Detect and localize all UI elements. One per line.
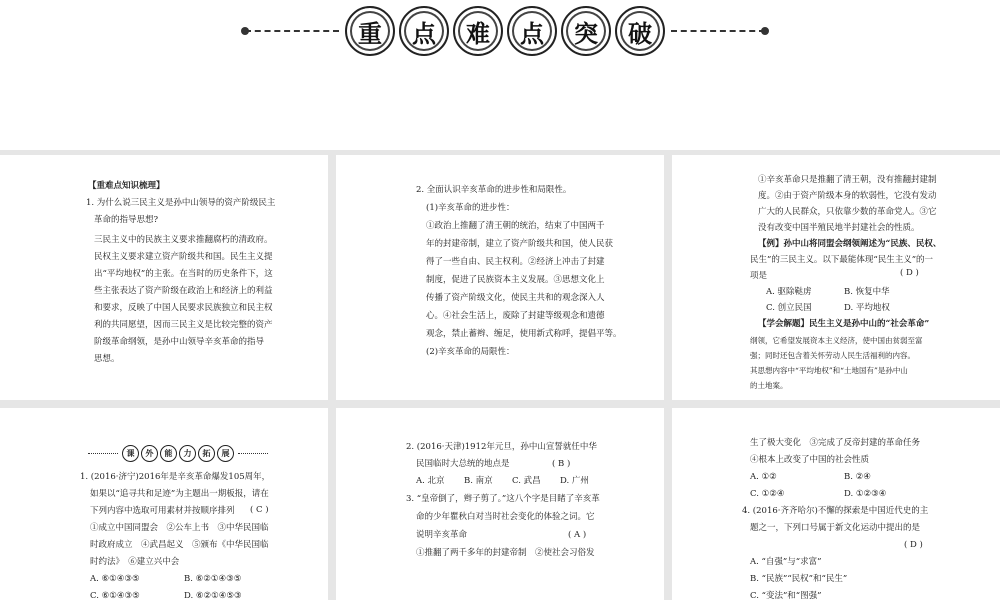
- answer-text: ①政治上推翻了清王朝的统治，结束了中国两千: [426, 221, 605, 231]
- slide-panel-5[interactable]: [336, 408, 664, 600]
- answer-mark: ( B ): [552, 459, 571, 469]
- answer-text: 些主张表达了资产阶级在政治上和经济上的利益: [94, 286, 273, 296]
- banner-circles: [345, 6, 665, 56]
- question-text: 时政府成立 ④武昌起义 ⑤颁布《中华民国临: [90, 540, 269, 550]
- option-c: C. 武昌: [512, 476, 541, 486]
- question-text: 命的少年瞿秋白对当时社会变化的体验之词。它: [416, 512, 595, 522]
- answer-text: 传播了资产阶级文化，使民主共和的观念深入人: [426, 293, 605, 303]
- example-text: 【例】孙中山将同盟会纲领阐述为“民族、民权、: [758, 239, 942, 249]
- option-a: A. ⑥①④③⑤: [90, 574, 140, 584]
- sub-banner-char: 能: [160, 445, 177, 462]
- answer-text: 民权主义要求建立资产阶级共和国。民生主义提: [94, 252, 273, 262]
- answer-text: 和要求，反映了中国人民要求民族独立和民主权: [94, 303, 273, 313]
- option-b: B. 南京: [464, 476, 493, 486]
- option-c: C. ⑥①④③⑤: [90, 591, 140, 600]
- sub-banner-dash: [88, 453, 118, 454]
- question-text: 2. (2016·天津)1912年元旦，孙中山宣誓就任中华: [406, 442, 597, 452]
- answer-text: 广大的人民群众，只依靠少数的革命党人。③它: [758, 207, 937, 217]
- answer-text: 年的封建帝制，建立了资产阶级共和国，使人民获: [426, 239, 614, 249]
- answer-text: 制度，促进了民族资本主义发展。③思想文化上: [426, 275, 605, 285]
- title-banner: [0, 0, 1000, 150]
- slide-panel-2[interactable]: [336, 155, 664, 400]
- banner-char: 破: [615, 6, 665, 56]
- question-text: 1. 为什么说三民主义是孙中山领导的资产阶级民主: [86, 198, 276, 208]
- slide-panel-4[interactable]: [0, 408, 328, 600]
- choice-a: A. “自强”与“求富”: [750, 557, 822, 567]
- answer-mark: ( D ): [904, 540, 923, 550]
- answer-text: 阶级革命纲领，是孙中山领导辛亥革命的指导: [94, 337, 265, 347]
- sub-banner-char: 外: [141, 445, 158, 462]
- option-c: C. ①②④: [750, 489, 785, 499]
- option-b: B. 恢复中华: [844, 287, 890, 297]
- sub-banner-char: 课: [122, 445, 139, 462]
- banner-dash-right: [671, 30, 765, 32]
- question-text: 生了极大变化 ③完成了反帝封建的革命任务: [750, 438, 921, 448]
- subheading: (1)辛亥革命的进步性：: [426, 203, 515, 213]
- answer-text: 没有改变中国半殖民地半封建社会的性质。: [758, 223, 920, 233]
- answer-text: 出“平均地权”的主张。在当时的历史条件下，这: [94, 269, 273, 279]
- sub-banner-dash: [238, 453, 268, 454]
- analysis-text: 【学会解题】民生主义是孙中山的“社会革命”: [758, 319, 930, 329]
- sub-banner-char: 力: [179, 445, 196, 462]
- choice-c: C. “变法”和“图强”: [750, 591, 822, 600]
- question-text: 题之一，下列口号属于新文化运动中提出的是: [750, 523, 921, 533]
- option-d: D. ①②③④: [844, 489, 887, 499]
- option-d: D. 平均地权: [844, 303, 890, 313]
- slide-panel-1[interactable]: [0, 155, 328, 400]
- option-d: D. ⑥②①④⑤③: [184, 591, 242, 600]
- question-text: 说明辛亥革命: [416, 530, 468, 540]
- banner-char: 点: [507, 6, 557, 56]
- question-text: 3. “皇帝倒了，辫子剪了。”这八个字是目睹了辛亥革: [406, 494, 600, 504]
- banner-char: 难: [453, 6, 503, 56]
- option-a: A. 驱除鞑虏: [766, 287, 812, 297]
- option-b: B. ②④: [844, 472, 871, 482]
- sub-banner-char: 拓: [198, 445, 215, 462]
- answer-text: ①辛亥革命只是推翻了清王朝，没有推翻封建制: [758, 175, 937, 185]
- answer-text: 思想。: [94, 354, 120, 364]
- analysis-text: 的土地案。: [750, 381, 788, 390]
- answer-mark: ( D ): [900, 268, 919, 278]
- sub-banner-circles: [122, 445, 234, 462]
- question-text: ①推翻了两千多年的封建帝制 ②使社会习俗发: [416, 548, 595, 558]
- option-b: B. ⑥②①④③⑤: [184, 574, 242, 584]
- example-text: 项是: [750, 271, 768, 281]
- example-text: 民生”的三民主义。以下最能体现“民生主义”的一: [750, 255, 934, 265]
- banner-char: 突: [561, 6, 611, 56]
- banner-char: 点: [399, 6, 449, 56]
- option-c: C. 创立民国: [766, 303, 812, 313]
- option-a: A. ①②: [750, 472, 777, 482]
- question-text: 4. (2016·齐齐哈尔)不懈的探索是中国近代史的主: [742, 506, 929, 516]
- sub-banner: [88, 444, 268, 462]
- banner-dash-left: [245, 30, 339, 32]
- answer-text: 三民主义中的民族主义要求推翻腐朽的清政府。: [94, 235, 273, 245]
- option-d: D. 广州: [560, 476, 589, 486]
- analysis-text: 其思想内容中“平均地权”和“土地国有”是孙中山: [750, 366, 908, 375]
- answer-text: 得了一些自由、民主权利。②经济上冲击了封建: [426, 257, 605, 267]
- answer-mark: ( C ): [250, 505, 269, 515]
- question-text: 革命的指导思想?: [94, 215, 159, 225]
- choice-b: B. “民族”“民权”和“民生”: [750, 574, 848, 584]
- question-text: 下列内容中选取可用素材并按顺序排列: [90, 506, 235, 516]
- answer-text: 利的共同愿望，因而三民主义是比较完整的资产: [94, 320, 273, 330]
- analysis-text: 强；同时还包含着关怀劳动人民生活福利的内容。: [750, 351, 915, 360]
- answer-text: 观念，禁止蓄辫、缠足，使用新式称呼，提倡平等。: [426, 329, 622, 339]
- sub-banner-char: 展: [217, 445, 234, 462]
- analysis-text: 纲领，它希望发展资本主义经济，使中国由贫弱至富: [750, 336, 923, 345]
- option-a: A. 北京: [416, 476, 445, 486]
- answer-text: 心。④社会生活上，废除了封建等级观念和遗德: [426, 311, 605, 321]
- answer-text: 度。②由于资产阶级本身的软弱性，它没有发动: [758, 191, 937, 201]
- question-text: 如果以“追寻共和足迹”为主题出一期板报，请在: [90, 489, 269, 499]
- slide-panel-3[interactable]: [672, 155, 1000, 400]
- question-text: 时约法》 ⑥建立兴中会: [90, 557, 180, 567]
- question-text: 2. 全面认识辛亥革命的进步性和局限性。: [416, 185, 572, 195]
- question-text: 1. (2016·济宁)2016年是辛亥革命爆发105周年，: [80, 472, 271, 482]
- question-text: ①成立中国同盟会 ②公车上书 ③中华民国临: [90, 523, 269, 533]
- banner-char: 重: [345, 6, 395, 56]
- slide-panel-6[interactable]: [672, 408, 1000, 600]
- subheading: (2)辛亥革命的局限性：: [426, 347, 515, 357]
- question-text: ④根本上改变了中国的社会性质: [750, 455, 870, 465]
- section-heading: 【重难点知识梳理】: [88, 181, 165, 191]
- question-text: 民国临时大总统的地点是: [416, 459, 510, 469]
- banner-row: [245, 6, 765, 56]
- answer-mark: ( A ): [568, 530, 587, 540]
